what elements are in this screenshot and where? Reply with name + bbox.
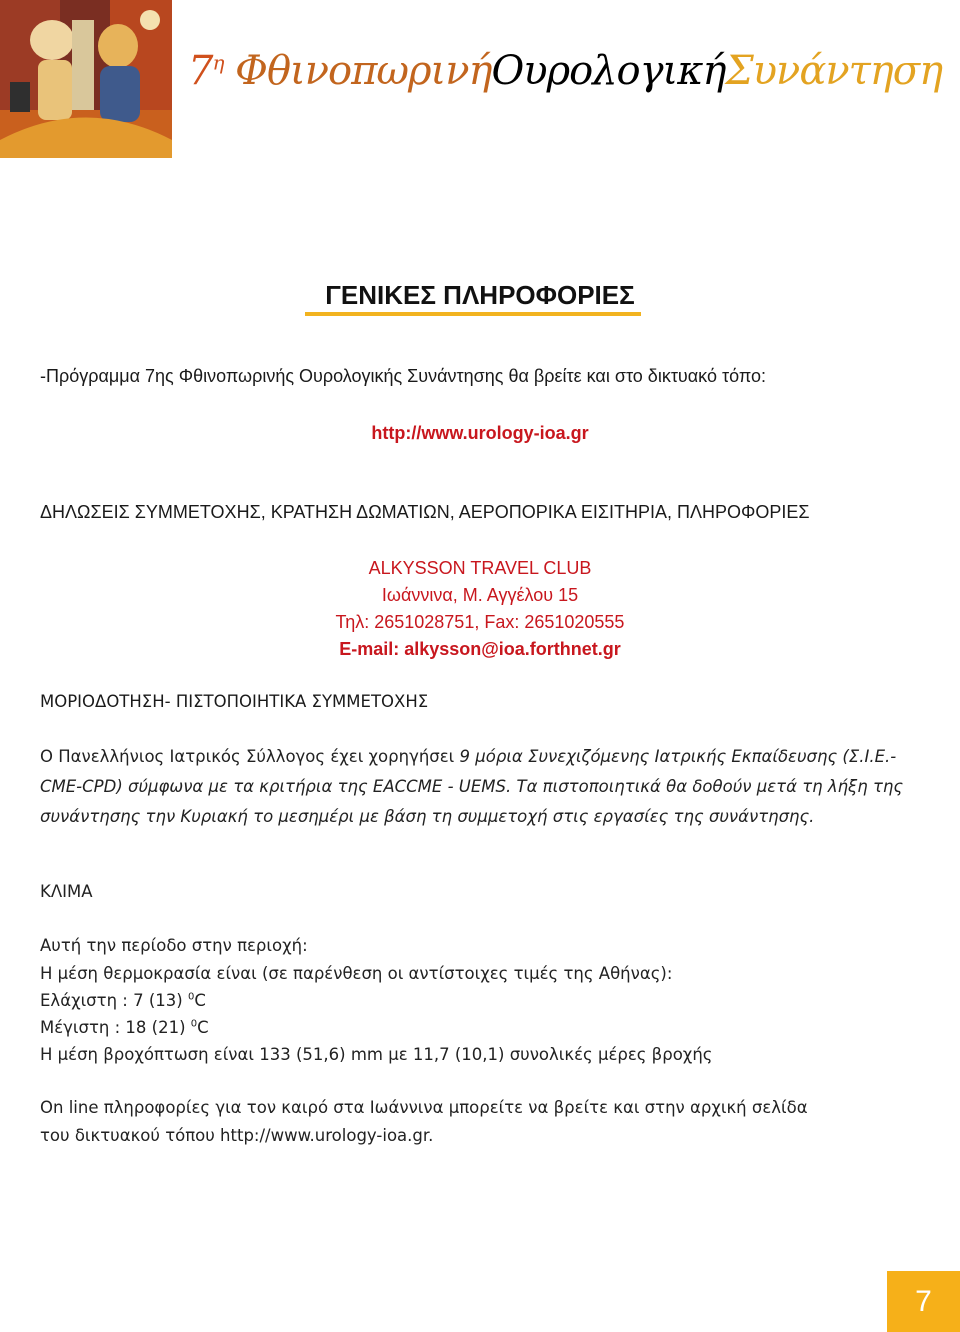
agency-phones: Τηλ: 2651028751, Fax: 2651020555 — [335, 612, 625, 632]
header-artwork — [0, 0, 172, 158]
credits-text-italic: 9 μόρια Συνεχιζόμενης Ιατρικής Εκπαίδευσης (Σ.Ι.Ε.- CME-CPD) σύμφωνα με τα κριτήρια της EACCME - UEMS. Τα πιστοποιητικά θα δοθούν μετά τη λήξη της συνάντησης την Κυριακή το μεσημέρι με βάση τη συμμετοχή στις εργασίες της συνάντησης. — [40, 747, 904, 826]
page-number: 7 — [915, 1284, 932, 1318]
credits-text-plain: Ο Πανελλήνιος Ιατρικός Σύλλογος έχει χορηγήσει — [40, 747, 460, 766]
page-number-badge — [887, 1271, 960, 1332]
climate-min — [40, 991, 206, 1010]
max-label: Μέγιστη : 18 (21) — [40, 1018, 191, 1037]
title-number: 7 — [188, 48, 213, 94]
climate-max — [40, 1018, 209, 1037]
climate-online-line2: του δικτυακού τόπου http://www.urology-ioa.gr. — [40, 1126, 434, 1145]
program-url-link[interactable]: http://www.urology-ioa.gr — [371, 423, 589, 443]
unit: C — [194, 991, 206, 1010]
conference-title — [188, 48, 942, 94]
title-word-autumn: Φθινοπωρινή — [223, 48, 492, 94]
agency-address: Ιωάννινα, Μ. Αγγέλου 15 — [381, 585, 579, 605]
title-superscript: η — [212, 50, 224, 75]
degree-sup: 0 — [190, 1018, 198, 1030]
unit: C — [197, 1018, 209, 1037]
credits-paragraph — [40, 742, 920, 832]
degree-sup: 0 — [187, 991, 195, 1003]
title-word-urology: Ουρολογική — [491, 48, 726, 94]
agency-name: ALKYSSON TRAVEL CLUB — [368, 558, 592, 578]
climate-rain: Η μέση βροχόπτωση είναι 133 (51,6) mm με 11,7 (10,1) συνολικές μέρες βροχής — [40, 1045, 713, 1064]
title-underline — [305, 312, 641, 316]
program-text: -Πρόγραμμα 7ης Φθινοπωρινής Ουρολογικής Συνάντησης θα βρείτε και στο δικτυακό τόπο: — [40, 366, 767, 386]
credits-heading: ΜΟΡΙΟΔΟΤΗΣΗ- ΠΙΣΤΟΠΟΙΗΤΙΚΑ ΣΥΜΜΕΤΟΧΗΣ — [40, 692, 429, 711]
climate-online-line1: On line πληροφορίες για τον καιρό στα Ιωάννινα μπορείτε να βρείτε και στην αρχική σελίδα — [40, 1098, 808, 1117]
climate-avg-temp: Η μέση θερμοκρασία είναι (σε παρένθεση οι αντίστοιχες τιμές της Αθήνας): — [40, 964, 673, 983]
title-word-meeting: Συνάντηση — [725, 48, 943, 94]
abstract-painting-icon — [0, 0, 172, 158]
page-title: ΓΕΝΙΚΕΣ ΠΛΗΡΟΦΟΡΙΕΣ — [325, 280, 635, 310]
min-label: Ελάχιστη : 7 (13) — [40, 991, 188, 1010]
registration-heading: ΔΗΛΩΣΕΙΣ ΣΥΜΜΕΤΟΧΗΣ, ΚΡΑΤΗΣΗ ΔΩΜΑΤΙΩΝ, ΑΕΡΟΠΟΡΙΚΑ ΕΙΣΙΤΗΡΙΑ, ΠΛΗΡΟΦΟΡΙΕΣ — [40, 502, 810, 522]
agency-email-link[interactable]: E-mail: alkysson@ioa.forthnet.gr — [339, 639, 621, 659]
climate-heading: ΚΛΙΜΑ — [40, 882, 93, 901]
climate-intro: Αυτή την περίοδο στην περιοχή: — [40, 936, 308, 955]
